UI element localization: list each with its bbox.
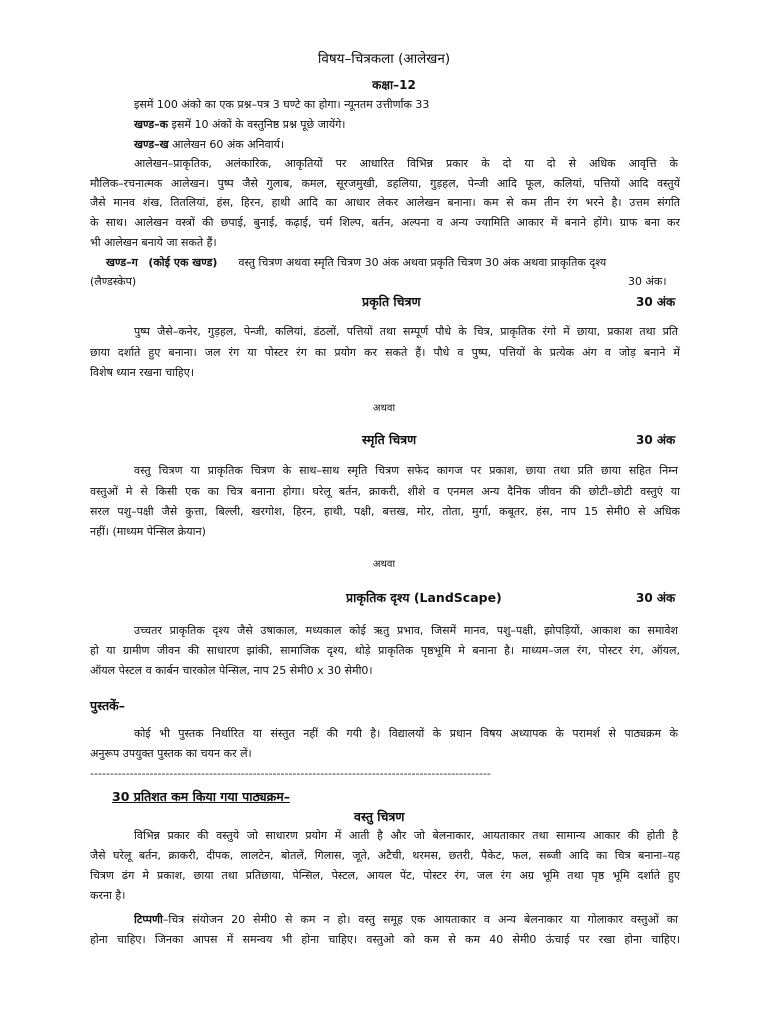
khand-ga-note: (कोई एक खण्ड) (148, 256, 218, 269)
khand-kha-text: आलेखन 60 अंक अनिवार्य। (168, 138, 285, 151)
landscape-para-line-3: ऑयल पेस्टल व कार्बन चारकोल पेन्सिल, नाप 25 सेमी0 x 30 सेमी0। (90, 664, 373, 677)
note-line-1 (134, 913, 678, 927)
alekhan-para-line-1: आलेखन–प्राकृतिक, अलंकारिक, आकृतियों पर आधारित विभिन्न प्रकार के दो या दो से अधिक आवृत्ति के (134, 157, 678, 170)
landscape-para-line-2: हो या ग्रामीण जीवन की साधारण झांकी, सामाजिक दृश्य, थोड़े प्राकृतिक पृष्ठभूमि मे बनाना है। माध्यम–जल रंग, पोस्टर रंग, ऑयल, (90, 644, 680, 657)
or-separator-1: अथवा (372, 403, 396, 414)
alekhan-para-line-3: जैसे मानव शंख, तितलियां, हंस, हिरन, हाथी आदि का आधार लेकर आलेखन बनाना। कम से कम तीन रंग भरने है। उत्तम संगति (90, 196, 680, 209)
smriti-para-line-1: वस्तु चित्रण या प्राकृतिक चित्रण के साथ–साथ स्मृति चित्रण सफेद कागज पर प्रकाश, छाया तथा प्रति छाया सहित निम्न (134, 464, 678, 477)
note-label: टिप्पणी (134, 913, 163, 926)
prakriti-para-line-3: विशेष ध्यान रखना चाहिए। (90, 366, 194, 379)
vastu-para-line-1: विभिन्न प्रकार की वस्तुये जो साधारण प्रयोग में आती है और जो बेलनाकार, आयताकार तथा सामान्य आकार की होती है (134, 829, 678, 842)
vastu-chitran-heading: वस्तु चित्रण (354, 809, 405, 824)
prakriti-heading: प्रकृति चित्रण (362, 294, 421, 309)
intro-line-1: इसमें 100 अंको का एक प्रश्न–पत्र 3 घण्टे का होगा। न्यूनतम उत्तीर्णांक 33 (134, 98, 430, 111)
landscape-heading-marks: 30 अंक (636, 591, 676, 605)
landscape-label: (लैण्डस्केप) (90, 275, 137, 288)
khand-ga-line (106, 256, 606, 270)
khand-kha-label: खण्ड–ख (134, 138, 169, 151)
smriti-marks: 30 अंक (636, 433, 676, 447)
alekhan-para-line-4: के साथ। आलेखन वस्त्रों की छपाई, बुनाई, कढ़ाई, चर्म शिल्प, बर्तन, अल्पना व अन्य ज्यामिति आकार में बनाने होंगे। ग्राफ बना कर (90, 216, 680, 229)
khand-ka-text: इसमें 10 अंकों के वस्तुनिष्ठ प्रश्न पूछे जायेंगे। (168, 118, 346, 131)
landscape-para-line-1: उच्चतर प्राकृतिक दृश्य जैसे उषाकाल, मध्यकाल कोई ऋतु प्रभाव, जिसमें मानव, पशु–पक्षी, झोपड़ियों, आकाश का समावेश (134, 624, 678, 637)
alekhan-para-line-5: भी आलेखन बनाये जा सकते हैं। (90, 236, 217, 249)
vastu-para-line-3: चित्रण ढंग मे प्रकाश, छाया तथा प्रतिछाया, पेन्सिल, पेस्टल, आयल पेंट, पोस्टर रंग, जल रंग अग्र भूमि तथा पृष्ठ भूमि दर्शाते हुए (90, 869, 680, 882)
books-para-line-2: अनुरूप उपयुक्त पुस्तक का चयन कर लें। (90, 747, 252, 760)
note-line-2: होना चाहिए। जिनका आपस में समन्वय भी होना चाहिए। वस्तुओ को कम से कम 40 सेमी0 ऊंचाई पर रखा होना चाहिए। (90, 933, 680, 946)
smriti-para-line-2: वस्तुओं मे से किसी एक का चित्र बनाना होगा। घरेलू बर्तन, क्राकरी, शीशे व एनमल अन्य दैनिक जीवन की छोटी–छोटी वस्तुएं या (90, 485, 680, 498)
khand-ga-label: खण्ड–ग (106, 256, 138, 269)
note-text-1: –चित्र संयोजन 20 सेमी0 से कम न हो। वस्तु समूह एक आयताकार व अन्य बेलनाकार या गोलाकार वस्तुओं का (162, 913, 678, 926)
intro-line-2 (134, 118, 345, 132)
prakriti-para-line-1: पुष्प जैसे–कनेर, गुड़हल, पेन्जी, कलियां, डंठलों, पत्तियों तथा सम्पूर्ण पौधे के चित्र, प्राकृतिक रंगो में छाया, प्रकाश तथा प्रति (134, 325, 678, 338)
landscape-marks: 30 अंक। (628, 275, 667, 288)
landscape-heading: प्राकृतिक दृश्य (LandScape) (346, 590, 502, 605)
intro-line-3 (134, 138, 284, 152)
prakriti-para-line-2: छाया दर्शाते हुए बनाना। जल रंग या पोस्टर रंग का प्रयोग कर सकते हैं। पौधे व पुष्प, पत्तियों के प्रत्येक अंग व जोड़ बनाने में (90, 346, 680, 359)
class-label: कक्षा–12 (372, 78, 416, 92)
reduced-syllabus-heading: 30 प्रतिशत कम किया गया पाठ्यक्रम– (112, 789, 290, 804)
section-divider: ----------------------------------------------------------------------------------------------------- (90, 767, 491, 780)
vastu-para-line-4: करना है। (90, 889, 126, 902)
smriti-heading: स्मृति चित्रण (362, 432, 417, 447)
prakriti-marks: 30 अंक (636, 295, 676, 309)
smriti-para-line-3: सरल पशु–पक्षी जैसे कुत्ता, बिल्ली, खरगोश, हिरन, हाथी, पक्षी, बत्तख, मोर, तोता, मुर्गा, कबूतर, हंस, नाप 15 सेमी0 से अधिक (90, 505, 680, 518)
alekhan-para-line-2: मौलिक–रचनात्मक आलेखन। पुष्प जैसे गुलाब, कमल, सूरजमुखी, डहलिया, गुड़हल, पेन्जी आदि फूल, कलियां, पत्तियों आदि वस्तुयें (90, 177, 680, 190)
page-title: विषय–चित्रकला (आलेखन) (317, 51, 451, 67)
smriti-para-line-4: नहीं। (माध्यम पेन्सिल क्रेयान) (90, 525, 206, 538)
books-heading: पुस्तकें– (90, 698, 125, 713)
khand-ga-text: वस्तु चित्रण अथवा स्मृति चित्रण 30 अंक अथवा प्रकृति चित्रण 30 अंक अथवा प्राकृतिक दृश्य (238, 256, 607, 269)
vastu-para-line-2: जैसे घरेलू बर्तन, क्राकरी, दीपक, लालटेन, बोतलें, गिलास, जूते, अटैची, थरमस, छतरी, पैकेट, फल, सब्जी आदि का चित्र बनाना–यह (90, 849, 680, 862)
khand-ka-label: खण्ड–क (134, 118, 169, 131)
books-para-line-1: कोई भी पुस्तक निर्धारित या संस्तुत नहीं की गयी है। विद्यालयों के प्रधान विषय अध्यापक के परामर्श से पाठ्यक्रम के (134, 727, 678, 740)
or-separator-2: अथवा (372, 559, 396, 570)
